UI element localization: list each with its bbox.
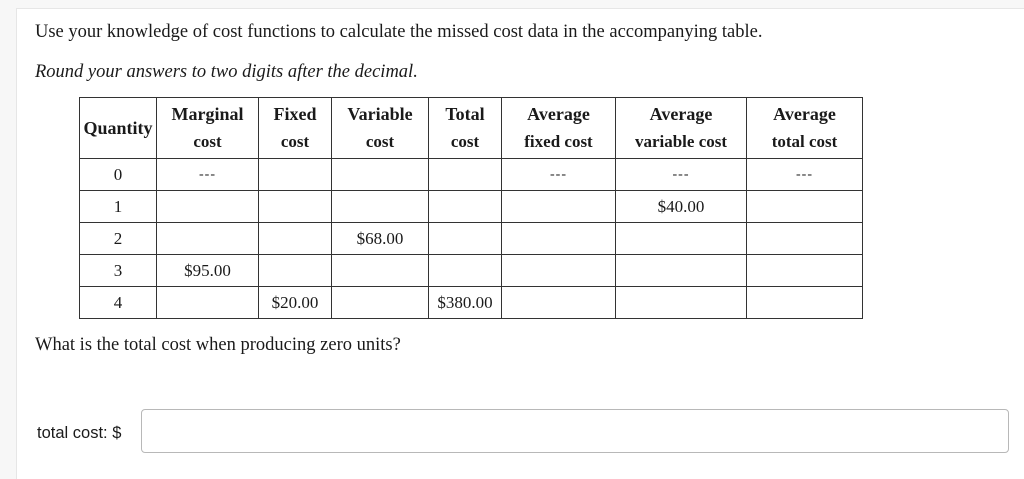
- cell-average-fixed-cost: [502, 287, 616, 319]
- cell-total-cost: [429, 255, 502, 287]
- instruction-text: Use your knowledge of cost functions to calculate the missed cost data in the accompanying table.: [35, 22, 763, 42]
- header-average-variable-cost: Average variable cost: [616, 98, 747, 159]
- cell-average-variable-cost: ---: [616, 159, 747, 191]
- cell-quantity: 2: [80, 223, 157, 255]
- rounding-note: Round your answers to two digits after the decimal.: [35, 62, 418, 82]
- cell-quantity: 4: [80, 287, 157, 319]
- cell-fixed-cost: [259, 191, 332, 223]
- cell-marginal-cost: [157, 287, 259, 319]
- header-marginal-cost: Marginal cost: [157, 98, 259, 159]
- cell-average-fixed-cost: [502, 223, 616, 255]
- header-variable-cost: Variable cost: [332, 98, 429, 159]
- cell-quantity: 0: [80, 159, 157, 191]
- cell-total-cost: [429, 191, 502, 223]
- cell-fixed-cost: $20.00: [259, 287, 332, 319]
- cell-marginal-cost: [157, 191, 259, 223]
- cell-quantity: 1: [80, 191, 157, 223]
- cell-average-variable-cost: [616, 223, 747, 255]
- cell-total-cost: $380.00: [429, 287, 502, 319]
- cell-variable-cost: [332, 287, 429, 319]
- cell-average-total-cost: [747, 255, 863, 287]
- table-row: [80, 287, 863, 319]
- cell-total-cost: [429, 159, 502, 191]
- header-quantity: Quantity: [80, 98, 157, 159]
- header-average-fixed-cost: Average fixed cost: [502, 98, 616, 159]
- table-header-row: [80, 98, 863, 159]
- cell-fixed-cost: [259, 223, 332, 255]
- table-row: [80, 223, 863, 255]
- cell-fixed-cost: [259, 255, 332, 287]
- cell-average-total-cost: ---: [747, 159, 863, 191]
- question-panel: [16, 8, 1024, 479]
- cell-average-fixed-cost: [502, 191, 616, 223]
- cell-average-total-cost: [747, 191, 863, 223]
- header-average-total-cost: Average total cost: [747, 98, 863, 159]
- question-text: What is the total cost when producing zero units?: [35, 335, 401, 355]
- cell-variable-cost: [332, 255, 429, 287]
- cell-marginal-cost: $95.00: [157, 255, 259, 287]
- cell-marginal-cost: ---: [157, 159, 259, 191]
- header-fixed-cost: Fixed cost: [259, 98, 332, 159]
- cell-variable-cost: [332, 159, 429, 191]
- cell-quantity: 3: [80, 255, 157, 287]
- cell-total-cost: [429, 223, 502, 255]
- cost-table: [79, 97, 863, 319]
- cell-variable-cost: $68.00: [332, 223, 429, 255]
- total-cost-label: total cost: $: [37, 424, 122, 442]
- table-row: [80, 191, 863, 223]
- cell-marginal-cost: [157, 223, 259, 255]
- total-cost-input[interactable]: [141, 409, 1009, 453]
- cell-variable-cost: [332, 191, 429, 223]
- table-row: [80, 159, 863, 191]
- cell-average-total-cost: [747, 223, 863, 255]
- cell-average-variable-cost: [616, 287, 747, 319]
- header-total-cost: Total cost: [429, 98, 502, 159]
- cell-fixed-cost: [259, 159, 332, 191]
- cell-average-variable-cost: [616, 255, 747, 287]
- cell-average-variable-cost: $40.00: [616, 191, 747, 223]
- cell-average-fixed-cost: [502, 255, 616, 287]
- cell-average-total-cost: [747, 287, 863, 319]
- cell-average-fixed-cost: ---: [502, 159, 616, 191]
- table-row: [80, 255, 863, 287]
